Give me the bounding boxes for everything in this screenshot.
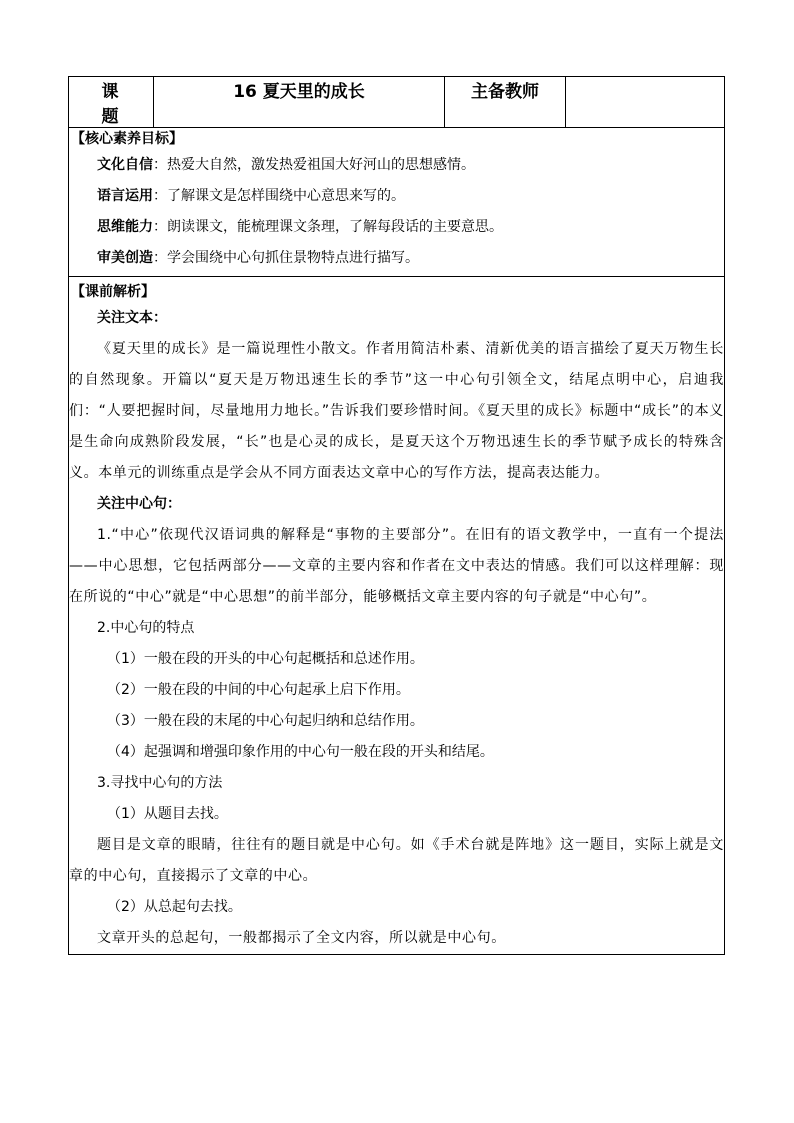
topic-label: 课 题 bbox=[69, 77, 154, 128]
goal-label: 语言运用 bbox=[97, 188, 153, 204]
focus-text-heading: 关注文本： bbox=[97, 310, 167, 326]
lesson-title: 16 夏天里的成长 bbox=[154, 77, 445, 128]
goals-row bbox=[69, 128, 725, 277]
lesson-table bbox=[68, 76, 725, 955]
focus-center-heading: 关注中心句： bbox=[97, 496, 181, 512]
goal-text: ：了解课文是怎样围绕中心意思来写的。 bbox=[153, 188, 405, 204]
goal-label: 文化自信 bbox=[97, 157, 153, 173]
goal-text: ：学会围绕中心句抓住景物特点进行描写。 bbox=[153, 250, 419, 266]
goal-item bbox=[97, 243, 724, 274]
method1-title: （1）从题目去找。 bbox=[107, 806, 228, 822]
goal-item bbox=[97, 150, 724, 181]
point2-item: （2）一般在段的中间的中心句起承上启下作用。 bbox=[107, 682, 410, 698]
analysis-title: 【课前解析】 bbox=[71, 284, 155, 300]
analysis-row bbox=[69, 277, 725, 955]
goals-title: 【核心素养目标】 bbox=[71, 131, 183, 147]
analysis-section bbox=[69, 277, 725, 955]
goal-text: ：朗读课文，能梳理课文条理，了解每段话的主要意思。 bbox=[153, 219, 503, 235]
goal-item bbox=[97, 212, 724, 243]
point2-item: （3）一般在段的末尾的中心句起归纳和总结作用。 bbox=[107, 713, 424, 729]
method1-paragraph: 题目是文章的眼睛，往往有的题目就是中心句。如《手术台就是阵地》这一题目，实际上就是文章的中心句，直接揭示了文章的中心。 bbox=[69, 837, 724, 884]
teacher-value bbox=[566, 77, 725, 128]
goal-text: ：热爱大自然，激发热爱祖国大好河山的思想感情。 bbox=[153, 157, 475, 173]
goals-section bbox=[69, 128, 725, 277]
goal-label: 审美创造 bbox=[97, 250, 153, 266]
method2-title: （2）从总起句去找。 bbox=[107, 899, 242, 915]
point2-item: （1）一般在段的开头的中心句起概括和总述作用。 bbox=[107, 651, 424, 667]
focus-text-paragraph: 《夏天里的成长》是一篇说理性小散文。作者用简洁朴素、清新优美的语言描绘了夏天万物生长的自然现象。开篇以“夏天是万物迅速生长的季节”这一中心句引领全文，结尾点明中心，启迪我们：“人要把握时间，尽量地用力地长。”告诉我们要珍惜时间。《夏天里的成长》标题中“成长”的本义是生命向成熟阶段发展，“长”也是心灵的成长，是夏天这个万物迅速生长的季节赋予成长的特殊含义。本单元的训练重点是学会从不同方面表达文章中心的写作方法，提高表达能力。 bbox=[69, 341, 724, 481]
point1-paragraph: 1.“中心”依现代汉语词典的解释是“事物的主要部分”。在旧有的语文教学中，一直有一个提法——中心思想，它包括两部分——文章的主要内容和作者在文中表达的情感。我们可以这样理解：现在所说的“中心”就是“中心思想”的前半部分，能够概括文章主要内容的句子就是“中心句”。 bbox=[69, 527, 724, 605]
header-row bbox=[69, 77, 725, 128]
lesson-page bbox=[68, 76, 725, 955]
point2-item: （4）起强调和增强印象作用的中心句一般在段的开头和结尾。 bbox=[107, 744, 494, 760]
point3-title: 3.寻找中心句的方法 bbox=[97, 775, 223, 791]
point2-title: 2.中心句的特点 bbox=[97, 620, 195, 636]
goal-item bbox=[97, 181, 724, 212]
method2-paragraph: 文章开头的总起句，一般都揭示了全文内容，所以就是中心句。 bbox=[97, 930, 506, 946]
goal-label: 思维能力 bbox=[97, 219, 153, 235]
teacher-label: 主备教师 bbox=[445, 77, 566, 128]
